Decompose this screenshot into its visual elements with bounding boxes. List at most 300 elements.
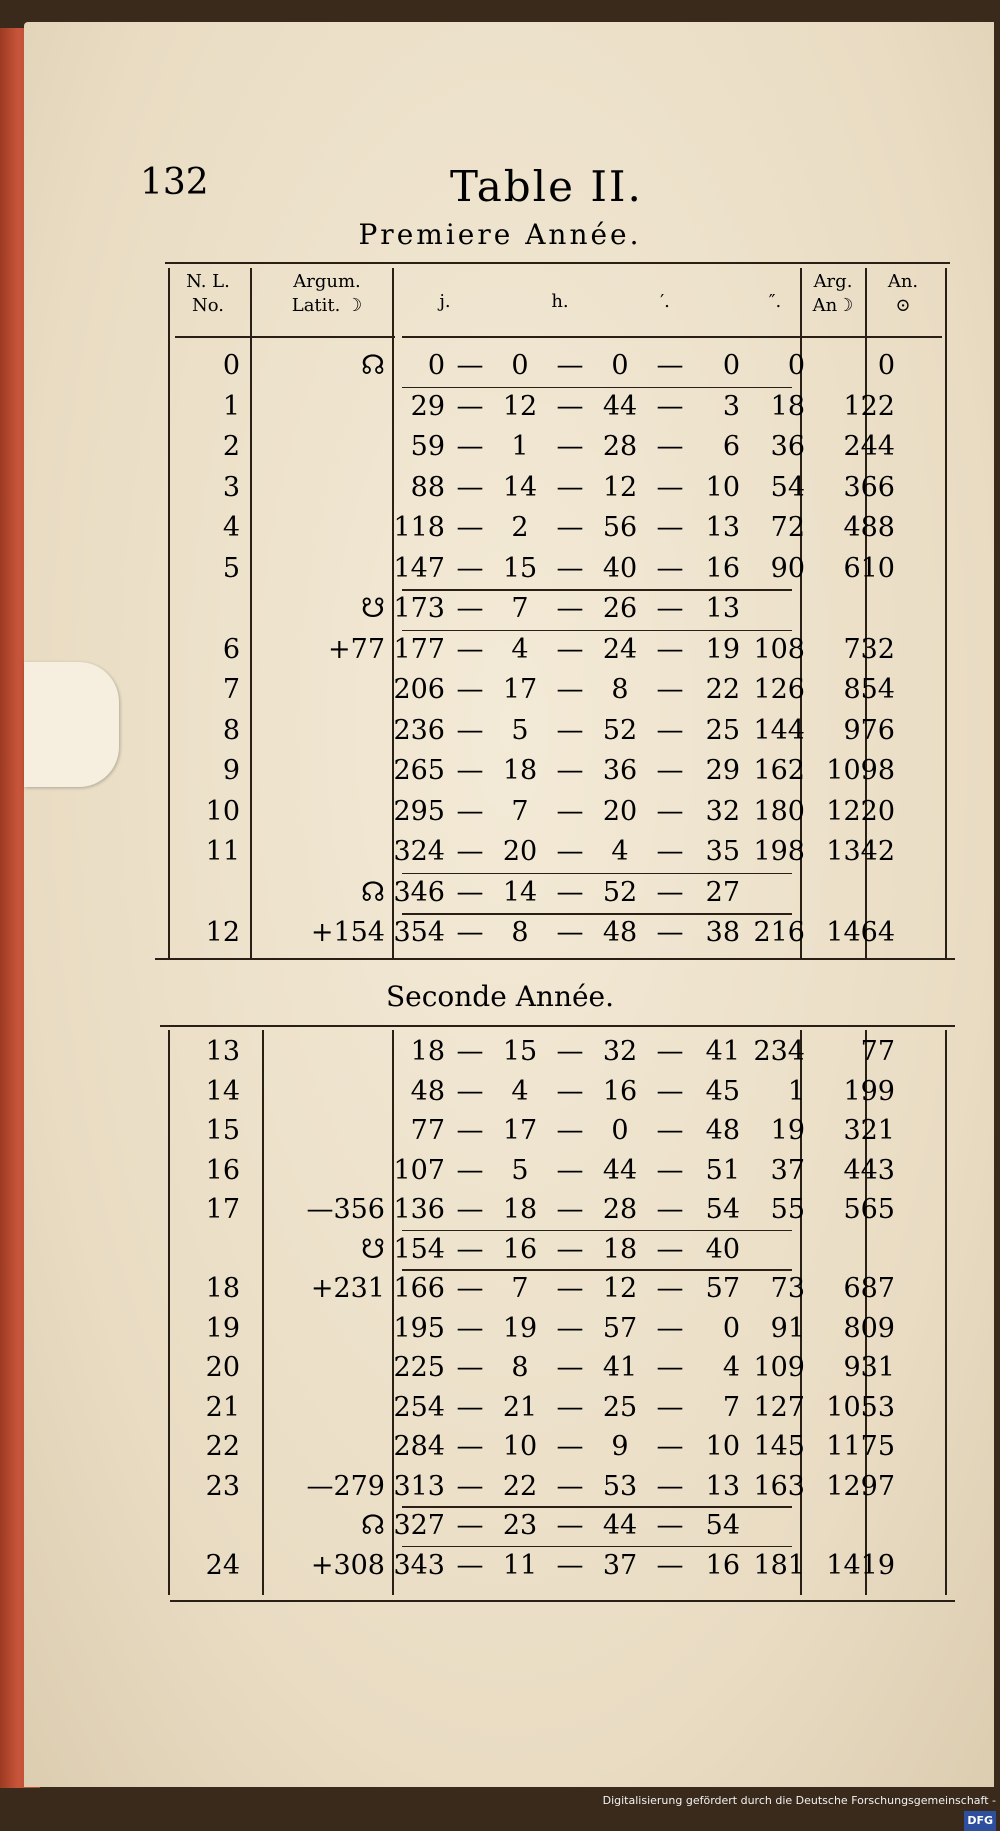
dash: — bbox=[556, 714, 584, 746]
argument-latitude: ☊ bbox=[361, 876, 385, 908]
minutes-value: 28 bbox=[602, 431, 638, 462]
minutes-value: 44 bbox=[602, 390, 638, 422]
row-separator bbox=[402, 1230, 792, 1232]
dash: — bbox=[556, 1233, 584, 1265]
page-number: 132 bbox=[140, 162, 209, 203]
dash: — bbox=[456, 350, 484, 381]
table-row bbox=[150, 391, 950, 423]
minutes-value: 26 bbox=[602, 593, 638, 624]
row-number: 13 bbox=[205, 1036, 240, 1067]
dash: — bbox=[556, 1391, 584, 1423]
table-row bbox=[150, 1471, 950, 1503]
minutes-value: 18 bbox=[602, 1233, 638, 1265]
hours-value: 22 bbox=[502, 1470, 538, 1502]
anomaly-sun: 565 bbox=[843, 1194, 895, 1225]
seconds-value: 57 bbox=[705, 1273, 740, 1304]
table-row bbox=[150, 836, 950, 868]
days-value: 147 bbox=[393, 552, 445, 584]
dash: — bbox=[656, 1549, 684, 1581]
anomaly-sun: 77 bbox=[860, 1036, 895, 1067]
argument-anomaly-moon: 126 bbox=[753, 674, 805, 705]
dash: — bbox=[556, 1470, 584, 1502]
argument-anomaly-moon: 127 bbox=[753, 1391, 805, 1423]
header-nl: N. L. No. bbox=[186, 271, 230, 316]
anomaly-sun: 732 bbox=[843, 633, 895, 665]
row-separator bbox=[402, 873, 792, 875]
minutes-value: 56 bbox=[602, 512, 638, 543]
days-value: 154 bbox=[393, 1233, 445, 1265]
minutes-value: 40 bbox=[602, 552, 638, 584]
dash: — bbox=[656, 836, 684, 867]
table-top-rule bbox=[165, 262, 950, 264]
anomaly-sun: 1098 bbox=[826, 755, 895, 786]
table-row bbox=[150, 350, 950, 382]
argument-anomaly-moon: 18 bbox=[770, 390, 805, 422]
table-row bbox=[150, 674, 950, 706]
argument-anomaly-moon: 37 bbox=[770, 1154, 805, 1186]
table-row bbox=[150, 715, 950, 747]
minutes-value: 44 bbox=[602, 1510, 638, 1541]
dash: — bbox=[656, 755, 684, 786]
table-row bbox=[150, 1234, 950, 1266]
seconds-value: 7 bbox=[722, 1391, 740, 1423]
anomaly-sun: 931 bbox=[843, 1352, 895, 1383]
table2-top-rule bbox=[160, 1025, 955, 1027]
dash: — bbox=[656, 1233, 684, 1265]
dash: — bbox=[656, 1194, 684, 1225]
dash: — bbox=[656, 917, 684, 948]
seconds-value: 6 bbox=[722, 431, 740, 462]
dash: — bbox=[656, 390, 684, 422]
dash: — bbox=[456, 1391, 484, 1423]
table-row bbox=[150, 755, 950, 787]
minutes-value: 41 bbox=[602, 1352, 638, 1383]
seconds-value: 51 bbox=[705, 1154, 740, 1186]
row-number: 21 bbox=[205, 1391, 240, 1423]
table-row bbox=[150, 1036, 950, 1068]
dash: — bbox=[656, 471, 684, 503]
anomaly-sun: 610 bbox=[843, 552, 895, 584]
days-value: 173 bbox=[393, 593, 445, 624]
hours-value: 18 bbox=[502, 1194, 538, 1225]
dash: — bbox=[456, 1312, 484, 1344]
row-number: 12 bbox=[205, 917, 240, 948]
hours-value: 17 bbox=[502, 674, 538, 705]
seconds-value: 29 bbox=[705, 755, 740, 786]
argument-anomaly-moon: 234 bbox=[753, 1036, 805, 1067]
hours-value: 16 bbox=[502, 1233, 538, 1265]
header-minutes: ′. bbox=[660, 291, 670, 312]
table-row bbox=[150, 634, 950, 666]
seconds-value: 13 bbox=[705, 512, 740, 543]
hours-value: 8 bbox=[511, 917, 529, 948]
row-number: 4 bbox=[222, 512, 240, 543]
hours-value: 5 bbox=[511, 1154, 529, 1186]
days-value: 354 bbox=[393, 917, 445, 948]
dash: — bbox=[556, 1352, 584, 1383]
argument-anomaly-moon: 0 bbox=[787, 350, 805, 381]
dash: — bbox=[456, 390, 484, 422]
minutes-value: 28 bbox=[602, 1194, 638, 1225]
dash: — bbox=[456, 1470, 484, 1502]
days-value: 346 bbox=[393, 876, 445, 908]
hours-value: 7 bbox=[511, 593, 529, 624]
hours-value: 17 bbox=[502, 1115, 538, 1146]
dash: — bbox=[456, 1075, 484, 1107]
row-separator bbox=[402, 630, 792, 632]
days-value: 313 bbox=[393, 1470, 445, 1502]
days-value: 0 bbox=[427, 350, 445, 381]
dash: — bbox=[556, 593, 584, 624]
seconds-value: 48 bbox=[705, 1115, 740, 1146]
digitization-credit bbox=[600, 1791, 996, 1827]
dash: — bbox=[456, 1194, 484, 1225]
row-number: 17 bbox=[205, 1194, 240, 1225]
minutes-value: 48 bbox=[602, 917, 638, 948]
dash: — bbox=[656, 1036, 684, 1067]
days-value: 295 bbox=[393, 795, 445, 827]
dash: — bbox=[556, 917, 584, 948]
days-value: 59 bbox=[410, 431, 445, 462]
dash: — bbox=[556, 876, 584, 908]
anomaly-sun: 1175 bbox=[826, 1431, 895, 1462]
dash: — bbox=[656, 1391, 684, 1423]
dash: — bbox=[656, 1431, 684, 1462]
hours-value: 12 bbox=[502, 390, 538, 422]
argument-latitude: +77 bbox=[328, 633, 385, 665]
argument-latitude: ☋ bbox=[361, 1233, 385, 1265]
row-number: 22 bbox=[205, 1431, 240, 1462]
argument-anomaly-moon: 108 bbox=[753, 633, 805, 665]
hours-value: 21 bbox=[502, 1391, 538, 1423]
anomaly-sun: 976 bbox=[843, 714, 895, 746]
argument-anomaly-moon: 216 bbox=[753, 917, 805, 948]
dash: — bbox=[456, 836, 484, 867]
days-value: 236 bbox=[393, 714, 445, 746]
dash: — bbox=[556, 795, 584, 827]
argument-anomaly-moon: 36 bbox=[770, 431, 805, 462]
anomaly-sun: 1053 bbox=[826, 1391, 895, 1423]
dash: — bbox=[456, 1233, 484, 1265]
row-number: 6 bbox=[222, 633, 240, 665]
minutes-value: 12 bbox=[602, 471, 638, 503]
table-row bbox=[150, 553, 950, 585]
seconds-value: 10 bbox=[705, 1431, 740, 1462]
table-row bbox=[150, 1392, 950, 1424]
seconds-value: 10 bbox=[705, 471, 740, 503]
hours-value: 14 bbox=[502, 471, 538, 503]
dash: — bbox=[556, 350, 584, 381]
dash: — bbox=[556, 633, 584, 665]
dash: — bbox=[656, 674, 684, 705]
dash: — bbox=[456, 755, 484, 786]
row-number: 14 bbox=[205, 1075, 240, 1107]
hours-value: 2 bbox=[511, 512, 529, 543]
table-row bbox=[150, 472, 950, 504]
dash: — bbox=[556, 431, 584, 462]
hours-value: 20 bbox=[502, 836, 538, 867]
anomaly-sun: 122 bbox=[843, 390, 895, 422]
dash: — bbox=[456, 795, 484, 827]
row-separator bbox=[402, 589, 792, 591]
minutes-value: 32 bbox=[602, 1036, 638, 1067]
argument-anomaly-moon: 180 bbox=[753, 795, 805, 827]
dash: — bbox=[556, 1510, 584, 1541]
dash: — bbox=[556, 1194, 584, 1225]
dash: — bbox=[456, 512, 484, 543]
table2-bottom-rule bbox=[170, 1600, 955, 1602]
dash: — bbox=[656, 1352, 684, 1383]
minutes-value: 0 bbox=[611, 1115, 629, 1146]
dash: — bbox=[656, 350, 684, 381]
argument-anomaly-moon: 91 bbox=[770, 1312, 805, 1344]
table-row bbox=[150, 1076, 950, 1108]
table-row bbox=[150, 1352, 950, 1384]
row-number: 15 bbox=[205, 1115, 240, 1146]
table-row bbox=[150, 877, 950, 909]
header-argum: Argum. Latit. ☽ bbox=[291, 271, 363, 316]
seconds-value: 13 bbox=[705, 593, 740, 624]
days-value: 136 bbox=[393, 1194, 445, 1225]
table-row bbox=[150, 1313, 950, 1345]
argument-anomaly-moon: 145 bbox=[753, 1431, 805, 1462]
days-value: 77 bbox=[410, 1115, 445, 1146]
days-value: 206 bbox=[393, 674, 445, 705]
seconds-value: 0 bbox=[722, 350, 740, 381]
minutes-value: 20 bbox=[602, 795, 638, 827]
dash: — bbox=[556, 1312, 584, 1344]
dash: — bbox=[556, 1075, 584, 1107]
dash: — bbox=[456, 431, 484, 462]
page-tab bbox=[24, 662, 119, 787]
row-number: 7 bbox=[222, 674, 240, 705]
dash: — bbox=[656, 512, 684, 543]
argument-anomaly-moon: 54 bbox=[770, 471, 805, 503]
hours-value: 7 bbox=[511, 1273, 529, 1304]
row-number: 8 bbox=[222, 714, 240, 746]
dash: — bbox=[456, 471, 484, 503]
minutes-value: 24 bbox=[602, 633, 638, 665]
minutes-value: 52 bbox=[602, 714, 638, 746]
argument-latitude: ☋ bbox=[361, 593, 385, 624]
seconds-value: 32 bbox=[705, 795, 740, 827]
minutes-value: 12 bbox=[602, 1273, 638, 1304]
anomaly-sun: 1342 bbox=[826, 836, 895, 867]
seconds-value: 41 bbox=[705, 1036, 740, 1067]
header-hours: h. bbox=[551, 291, 569, 312]
credit-text: Digitalisierung gefördert durch die Deutsche Forschungsgemeinschaft - bbox=[602, 1794, 996, 1807]
days-value: 118 bbox=[393, 512, 445, 543]
table-row bbox=[150, 1155, 950, 1187]
anomaly-sun: 0 bbox=[877, 350, 895, 381]
row-separator bbox=[402, 913, 792, 915]
header-seconds: ″. bbox=[768, 291, 782, 312]
hours-value: 4 bbox=[511, 633, 529, 665]
dash: — bbox=[556, 1154, 584, 1186]
hours-value: 4 bbox=[511, 1075, 529, 1107]
anomaly-sun: 687 bbox=[843, 1273, 895, 1304]
dash: — bbox=[556, 755, 584, 786]
dash: — bbox=[656, 876, 684, 908]
argument-latitude: +231 bbox=[310, 1273, 385, 1304]
table-row bbox=[150, 1431, 950, 1463]
hours-value: 18 bbox=[502, 755, 538, 786]
seconds-value: 40 bbox=[705, 1233, 740, 1265]
dash: — bbox=[556, 674, 584, 705]
table-row bbox=[150, 1510, 950, 1542]
minutes-value: 53 bbox=[602, 1470, 638, 1502]
table-row bbox=[150, 796, 950, 828]
dash: — bbox=[456, 552, 484, 584]
section-title-seconde: Seconde Année. bbox=[385, 980, 615, 1013]
section-title-premiere: Premiere Année. bbox=[358, 218, 642, 251]
seconds-value: 54 bbox=[705, 1194, 740, 1225]
minutes-value: 25 bbox=[602, 1391, 638, 1423]
row-number: 23 bbox=[205, 1470, 240, 1502]
seconds-value: 4 bbox=[722, 1352, 740, 1383]
dash: — bbox=[456, 593, 484, 624]
argument-latitude: +308 bbox=[310, 1549, 385, 1581]
seconds-value: 22 bbox=[705, 674, 740, 705]
anomaly-sun: 443 bbox=[843, 1154, 895, 1186]
header-bottom-rule-right bbox=[402, 336, 942, 338]
anomaly-sun: 366 bbox=[843, 471, 895, 503]
argument-anomaly-moon: 163 bbox=[753, 1470, 805, 1502]
dash: — bbox=[556, 552, 584, 584]
dash: — bbox=[656, 795, 684, 827]
hours-value: 0 bbox=[511, 350, 529, 381]
argument-anomaly-moon: 1 bbox=[787, 1075, 805, 1107]
dash: — bbox=[456, 674, 484, 705]
header-an-sun: An. ⊙ bbox=[887, 271, 919, 316]
minutes-value: 37 bbox=[602, 1549, 638, 1581]
dash: — bbox=[656, 593, 684, 624]
row-number: 0 bbox=[222, 350, 240, 381]
argument-anomaly-moon: 162 bbox=[753, 755, 805, 786]
dash: — bbox=[656, 431, 684, 462]
minutes-value: 36 bbox=[602, 755, 638, 786]
days-value: 195 bbox=[393, 1312, 445, 1344]
dash: — bbox=[456, 1154, 484, 1186]
dash: — bbox=[656, 1115, 684, 1146]
seconds-value: 54 bbox=[705, 1510, 740, 1541]
anomaly-sun: 321 bbox=[843, 1115, 895, 1146]
hours-value: 8 bbox=[511, 1352, 529, 1383]
minutes-value: 9 bbox=[611, 1431, 629, 1462]
seconds-value: 38 bbox=[705, 917, 740, 948]
anomaly-sun: 488 bbox=[843, 512, 895, 543]
seconds-value: 0 bbox=[722, 1312, 740, 1344]
argument-anomaly-moon: 90 bbox=[770, 552, 805, 584]
dash: — bbox=[556, 1549, 584, 1581]
dash: — bbox=[656, 633, 684, 665]
hours-value: 23 bbox=[502, 1510, 538, 1541]
anomaly-sun: 854 bbox=[843, 674, 895, 705]
table-row bbox=[150, 431, 950, 463]
row-number: 10 bbox=[205, 795, 240, 827]
seconds-value: 16 bbox=[705, 552, 740, 584]
days-value: 18 bbox=[410, 1036, 445, 1067]
seconds-value: 27 bbox=[705, 876, 740, 908]
hours-value: 19 bbox=[502, 1312, 538, 1344]
dash: — bbox=[656, 1470, 684, 1502]
row-number: 3 bbox=[222, 471, 240, 503]
dash: — bbox=[556, 1431, 584, 1462]
anomaly-sun: 1419 bbox=[826, 1549, 895, 1581]
argument-anomaly-moon: 72 bbox=[770, 512, 805, 543]
argument-latitude: ☊ bbox=[361, 1510, 385, 1541]
argument-latitude: —356 bbox=[306, 1194, 385, 1225]
days-value: 177 bbox=[393, 633, 445, 665]
seconds-value: 13 bbox=[705, 1470, 740, 1502]
argument-anomaly-moon: 181 bbox=[753, 1549, 805, 1581]
table-title: Table II. bbox=[450, 162, 643, 211]
days-value: 327 bbox=[393, 1510, 445, 1541]
page-header bbox=[140, 162, 860, 212]
dash: — bbox=[456, 1352, 484, 1383]
dash: — bbox=[556, 471, 584, 503]
anomaly-sun: 199 bbox=[843, 1075, 895, 1107]
dash: — bbox=[556, 390, 584, 422]
argument-latitude: —279 bbox=[306, 1470, 385, 1502]
hours-value: 15 bbox=[502, 1036, 538, 1067]
table-bottom-rule bbox=[155, 958, 955, 960]
days-value: 254 bbox=[393, 1391, 445, 1423]
row-separator bbox=[402, 1269, 792, 1271]
dash: — bbox=[456, 1115, 484, 1146]
dash: — bbox=[456, 1549, 484, 1581]
dash: — bbox=[656, 1075, 684, 1107]
days-value: 48 bbox=[410, 1075, 445, 1107]
row-number: 9 bbox=[222, 755, 240, 786]
header-arg-an: Arg. An☽ bbox=[812, 271, 854, 316]
dfg-logo: DFG bbox=[964, 1811, 996, 1831]
dash: — bbox=[656, 1273, 684, 1304]
dash: — bbox=[556, 1273, 584, 1304]
hours-value: 11 bbox=[502, 1549, 538, 1581]
dash: — bbox=[556, 1115, 584, 1146]
dash: — bbox=[556, 836, 584, 867]
minutes-value: 16 bbox=[602, 1075, 638, 1107]
row-number: 11 bbox=[205, 836, 240, 867]
minutes-value: 57 bbox=[602, 1312, 638, 1344]
seconds-value: 45 bbox=[705, 1075, 740, 1107]
row-number: 16 bbox=[205, 1154, 240, 1186]
row-number: 19 bbox=[205, 1312, 240, 1344]
dash: — bbox=[456, 1431, 484, 1462]
anomaly-sun: 1220 bbox=[826, 795, 895, 827]
days-value: 343 bbox=[393, 1549, 445, 1581]
dash: — bbox=[456, 633, 484, 665]
anomaly-sun: 244 bbox=[843, 431, 895, 462]
minutes-value: 44 bbox=[602, 1154, 638, 1186]
table-row bbox=[150, 917, 950, 949]
hours-value: 15 bbox=[502, 552, 538, 584]
dash: — bbox=[456, 917, 484, 948]
argument-anomaly-moon: 198 bbox=[753, 836, 805, 867]
seconds-value: 16 bbox=[705, 1549, 740, 1581]
table-row bbox=[150, 593, 950, 625]
dash: — bbox=[456, 1273, 484, 1304]
row-number: 18 bbox=[205, 1273, 240, 1304]
row-number: 5 bbox=[222, 552, 240, 584]
days-value: 284 bbox=[393, 1431, 445, 1462]
row-number: 1 bbox=[222, 390, 240, 422]
hours-value: 5 bbox=[511, 714, 529, 746]
seconds-value: 19 bbox=[705, 633, 740, 665]
argument-anomaly-moon: 19 bbox=[770, 1115, 805, 1146]
table-row bbox=[150, 1115, 950, 1147]
